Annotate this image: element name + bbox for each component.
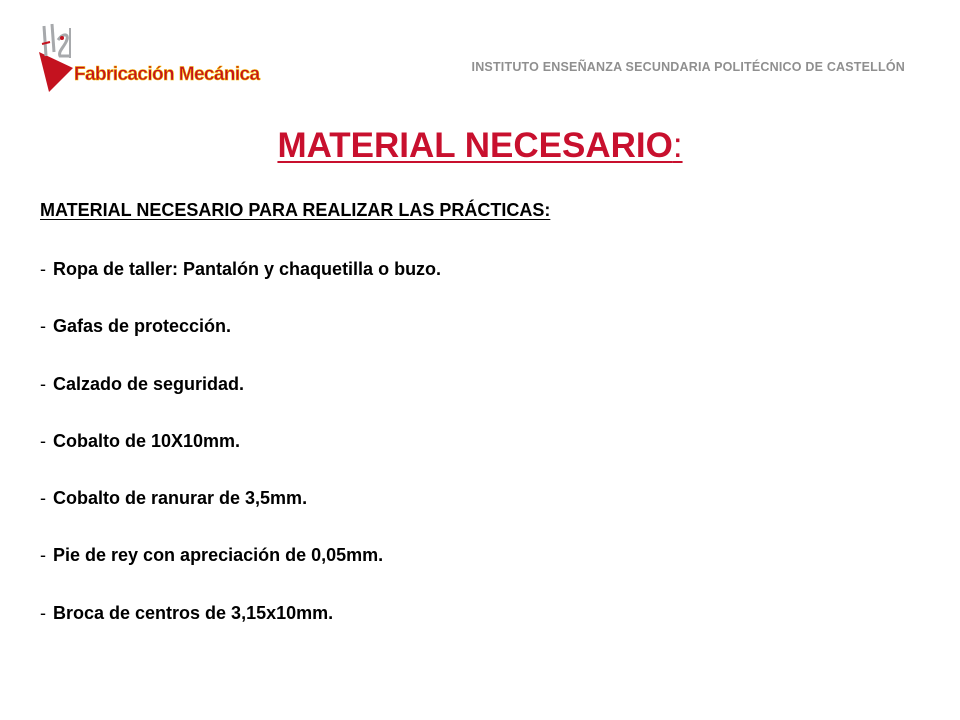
bullet-dash: - — [40, 488, 46, 509]
logo-mark-icon — [36, 18, 236, 98]
page-title-text: MATERIAL NECESARIO — [277, 126, 673, 165]
list-item-text: Cobalto de ranurar de 3,5mm. — [53, 488, 308, 509]
list-item-text: Ropa de taller: Pantalón y chaquetilla o buzo. — [53, 259, 442, 279]
list-item — [40, 486, 441, 543]
institute-name: INSTITUTO ENSEÑANZA SECUNDARIA POLITÉCNICO DE CASTELLÓN — [471, 60, 905, 74]
list-item — [40, 429, 441, 486]
list-item — [40, 601, 441, 658]
materials-list — [40, 257, 441, 658]
bullet-dash: - — [40, 373, 46, 394]
bullet-dash: - — [40, 316, 46, 337]
list-item — [40, 257, 441, 314]
bullet-dash: - — [40, 259, 46, 279]
list-item-text: Gafas de protección. — [53, 316, 232, 337]
list-item-text: Pie de rey con apreciación de 0,05mm. — [53, 545, 384, 566]
bullet-dash: - — [40, 430, 46, 451]
list-item-text: Calzado de seguridad. — [53, 373, 245, 394]
list-item — [40, 372, 441, 429]
logo-text: Fabricación Mecánica — [74, 64, 260, 85]
list-item — [40, 543, 441, 600]
list-item — [40, 314, 441, 371]
fabricacion-mecanica-logo — [36, 18, 260, 98]
page-title-colon: : — [672, 126, 683, 165]
section-subtitle: MATERIAL NECESARIO PARA REALIZAR LAS PRÁCTICAS: — [40, 200, 551, 220]
list-item-text: Broca de centros de 3,15x10mm. — [53, 602, 334, 623]
bullet-dash: - — [40, 545, 46, 566]
bullet-dash: - — [40, 602, 46, 623]
list-item-text: Cobalto de 10X10mm. — [53, 430, 241, 451]
page-title — [0, 126, 960, 166]
